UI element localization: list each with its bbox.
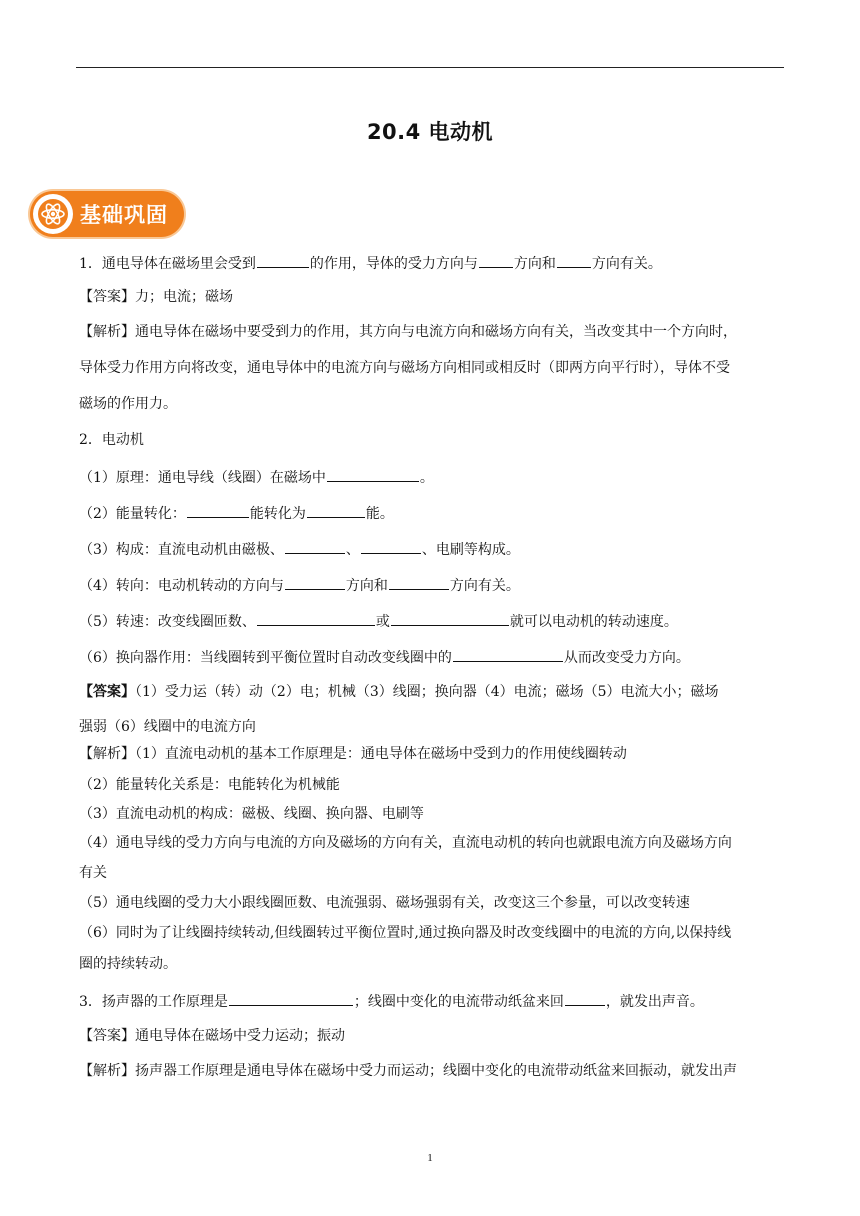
q2-analysis-line: （2）能量转化关系是：电能转化为机械能 <box>79 777 340 793</box>
q2-heading: 2．电动机 <box>79 432 144 448</box>
q3-blank-1 <box>229 991 353 1006</box>
q2-analysis-line: （4）通电导线的受力方向与电流的方向及磁场的方向有关，直流电动机的转向也就跟电流方向及磁场方向 <box>79 835 732 851</box>
q2-blank <box>391 611 509 626</box>
q2-analysis-line: （6）同时为了让线圈持续转动,但线圈转过平衡位置时,通过换向器及时改变线圈中的电流的方向,以保持线 <box>79 925 732 941</box>
q2-item-6: （6）换向器作用：当线圈转到平衡位置时自动改变线圈中的 从而改变受力方向。 <box>79 647 690 667</box>
q2-blank <box>327 467 419 482</box>
q1-blank-3 <box>557 253 591 268</box>
q2-analysis-line: 圈的持续转动。 <box>79 956 177 972</box>
q2-answer-line: 【答案】（1）受力运（转）动（2）电；机械（3）线圈；换向器（4）电流；磁场（5）电流大小；磁场 <box>79 684 719 700</box>
q1-text: 1．通电导体在磁场里会受到 的作用，导体的受力方向与 方向和 方向有关。 <box>79 253 662 273</box>
q1-analysis-line: 磁场的作用力。 <box>79 396 177 412</box>
header-rule <box>76 67 784 68</box>
q2-item-1: （1）原理：通电导线（线圈）在磁场中 。 <box>79 467 434 487</box>
q2-blank <box>307 503 365 518</box>
q2-item-2: （2）能量转化： 能转化为 能。 <box>79 503 394 523</box>
q2-blank <box>285 575 345 590</box>
q1-analysis-line: 导体受力作用方向将改变，通电导体中的电流方向与磁场方向相同或相反时（即两方向平行时），导体不受 <box>79 360 730 376</box>
section-badge-label: 基础巩固 <box>80 203 168 227</box>
q1-blank-2 <box>479 253 513 268</box>
q2-analysis-line: （5）通电线圈的受力大小跟线圈匝数、电流强弱、磁场强弱有关，改变这三个参量，可以改变转速 <box>79 895 690 911</box>
q3-analysis-line: 【解析】扬声器工作原理是通电导体在磁场中受力而运动；线圈中变化的电流带动纸盆来回振动，就发出声 <box>79 1063 737 1079</box>
q3-text: 3．扬声器的工作原理是 ；线圈中变化的电流带动纸盆来回 ，就发出声音。 <box>79 991 704 1011</box>
q2-blank <box>453 647 563 662</box>
q2-blank <box>361 539 421 554</box>
q2-blank <box>187 503 249 518</box>
q2-blank <box>389 575 449 590</box>
q3-blank-2 <box>565 991 605 1006</box>
q2-answer-line: 强弱（6）线圈中的电流方向 <box>79 719 256 735</box>
q2-analysis-line: （3）直流电动机的构成：磁极、线圈、换向器、电刷等 <box>79 806 424 822</box>
page-title: 20.4 电动机 <box>366 120 494 144</box>
q2-analysis-line: 有关 <box>79 865 107 881</box>
q2-item-3: （3）构成：直流电动机由磁极、 、 、电刷等构成。 <box>79 539 520 559</box>
q1-analysis-line: 【解析】通电导体在磁场中要受到力的作用，其方向与电流方向和磁场方向有关，当改变其中一个方向时， <box>79 324 737 340</box>
q1-answer: 【答案】力；电流；磁场 <box>79 289 233 305</box>
q2-item-4: （4）转向：电动机转动的方向与 方向和 方向有关。 <box>79 575 520 595</box>
atom-icon <box>33 194 73 234</box>
section-badge <box>30 191 184 237</box>
q1-blank-1 <box>257 253 309 268</box>
page-number: 1 <box>427 1152 433 1164</box>
q2-item-5: （5）转速：改变线圈匝数、 或 就可以电动机的转动速度。 <box>79 611 678 631</box>
q2-analysis-line: 【解析】（1）直流电动机的基本工作原理是：通电导体在磁场中受到力的作用使线圈转动 <box>79 746 627 762</box>
q2-blank <box>257 611 375 626</box>
q3-answer: 【答案】通电导体在磁场中受力运动；振动 <box>79 1028 345 1044</box>
q2-blank <box>285 539 345 554</box>
